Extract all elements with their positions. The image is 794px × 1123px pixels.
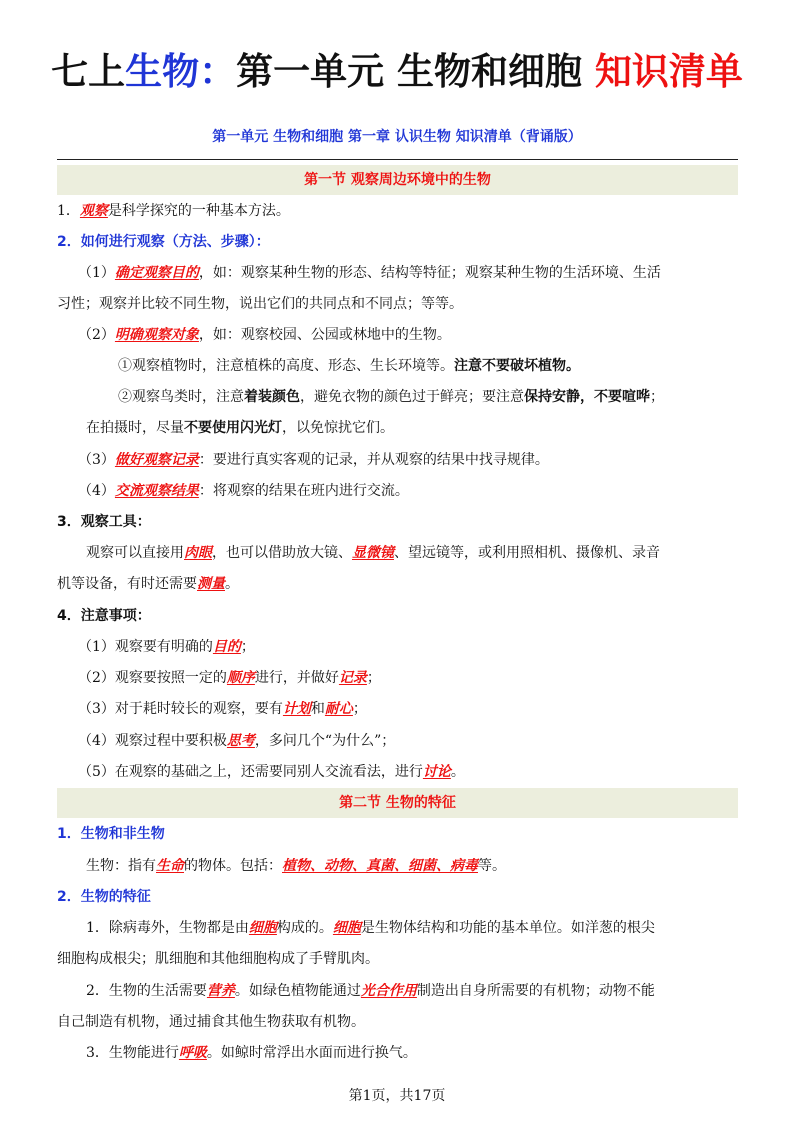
- keyword: 耐心: [324, 701, 353, 717]
- keyword: 肉眼: [184, 545, 212, 561]
- keyword: 显微镜: [352, 545, 394, 561]
- keyword: 讨论: [422, 764, 451, 780]
- title-subject: 生物：: [125, 50, 237, 93]
- tools-text: 观察可以直接用肉眼，也可以借助放大镜、显微镜、望远镜等，或利用照相机、摄像机、录音: [86, 545, 660, 561]
- note-4: （4）观察过程中要积极思考，多问几个“为什么”；: [78, 733, 396, 749]
- section-heading-2: 第二节 生物的特征: [57, 788, 738, 818]
- step-1-cont: 习性；观察并比较不同生物，说出它们的共同点和不同点；等等。: [57, 296, 463, 312]
- note-3: （3）对于耗时较长的观察，要有计划和耐心；: [78, 701, 367, 717]
- point-1: 1．观察是科学探究的一种基本方法。: [57, 203, 290, 219]
- organism-definition: 生物：指有生命的物体。包括：植物、动物、真菌、细菌、病毒等。: [86, 858, 506, 874]
- note-1: （1）观察要有明确的目的；: [78, 639, 255, 655]
- note-2: （2）观察要按照一定的顺序进行，并做好记录；: [78, 670, 381, 686]
- keyword: 细胞: [248, 920, 277, 936]
- point-3-heading: 3．观察工具：: [57, 514, 151, 530]
- feature-3: 3．生物能进行呼吸。如鲸时常浮出水面而进行换气。: [86, 1045, 417, 1061]
- keyword: 观察: [79, 203, 108, 219]
- keyword: 植物: [282, 858, 310, 874]
- keyword: 交流观察结果: [114, 483, 199, 499]
- keyword: 真菌: [366, 858, 394, 874]
- feature-2: 2．生物的生活需要营养。如绿色植物能通过光合作用制造出自身所需要的有机物；动物不能: [86, 983, 655, 999]
- step-2-photo: 在拍摄时，尽量不要使用闪光灯，以免惊扰它们。: [86, 420, 394, 436]
- keyword: 顺序: [226, 670, 255, 686]
- keyword: 确定观察目的: [114, 265, 199, 281]
- step-1: （1）确定观察目的，如：观察某种生物的形态、结构等特征；观察某种生物的生活环境、生活: [78, 265, 661, 281]
- step-4: （4）交流观察结果：将观察的结果在班内进行交流。: [78, 483, 409, 499]
- header-divider: [57, 159, 738, 160]
- note-5: （5）在观察的基础之上，还需要同别人交流看法，进行讨论。: [78, 764, 465, 780]
- keyword: 光合作用: [360, 983, 417, 999]
- feature-1-cont: 细胞构成根尖；肌细胞和其他细胞构成了手臂肌肉。: [57, 951, 379, 967]
- keyword: 目的: [212, 639, 241, 655]
- feature-2-cont: 自己制造有机物，通过捕食其他生物获取有机物。: [57, 1014, 365, 1030]
- keyword: 思考: [226, 733, 255, 749]
- title-unit: 第一单元 生物和细胞: [236, 50, 595, 93]
- title-grade: 七上: [51, 50, 126, 93]
- step-2: （2）明确观察对象，如：观察校园、公园或林地中的生物。: [78, 327, 451, 343]
- title-checklist: 知识清单: [594, 50, 743, 93]
- keyword: 呼吸: [178, 1045, 207, 1061]
- tools-text-cont: 机等设备，有时还需要测量。: [57, 576, 239, 592]
- keyword: 动物: [324, 858, 352, 874]
- keyword: 营养: [206, 983, 235, 999]
- keyword: 病毒: [450, 858, 478, 874]
- page-title: [0, 44, 794, 100]
- point-4-heading: 4．注意事项：: [57, 608, 151, 624]
- feature-1: 1．除病毒外，生物都是由细胞构成的。细胞是生物体结构和功能的基本单位。如洋葱的根尖: [86, 920, 655, 936]
- s2-point-2-heading: 2．生物的特征: [57, 889, 151, 905]
- step-2-plants: ①观察植物时，注意植株的高度、形态、生长环境等。注意不要破坏植物。: [118, 358, 580, 374]
- keyword: 做好观察记录: [114, 452, 199, 468]
- subtitle: 第一单元 生物和细胞 第一章 认识生物 知识清单（背诵版）: [212, 129, 582, 145]
- keyword: 计划: [282, 701, 311, 717]
- step-2-birds: ②观察鸟类时，注意着装颜色，避免衣物的颜色过于鲜亮；要注意保持安静，不要喧哗；: [118, 389, 664, 405]
- keyword: 测量: [197, 576, 225, 592]
- keyword: 细菌: [408, 858, 436, 874]
- keyword: 生命: [156, 858, 184, 874]
- step-3: （3）做好观察记录：要进行真实客观的记录，并从观察的结果中找寻规律。: [78, 452, 549, 468]
- page-number: 第1页，共17页: [348, 1088, 446, 1104]
- point-2-heading: 2．如何进行观察（方法、步骤）：: [57, 234, 270, 250]
- s2-point-1-heading: 1．生物和非生物: [57, 826, 165, 842]
- keyword: 明确观察对象: [114, 327, 199, 343]
- keyword: 记录: [338, 670, 367, 686]
- section-heading-1: 第一节 观察周边环境中的生物: [57, 165, 738, 195]
- keyword: 细胞: [332, 920, 361, 936]
